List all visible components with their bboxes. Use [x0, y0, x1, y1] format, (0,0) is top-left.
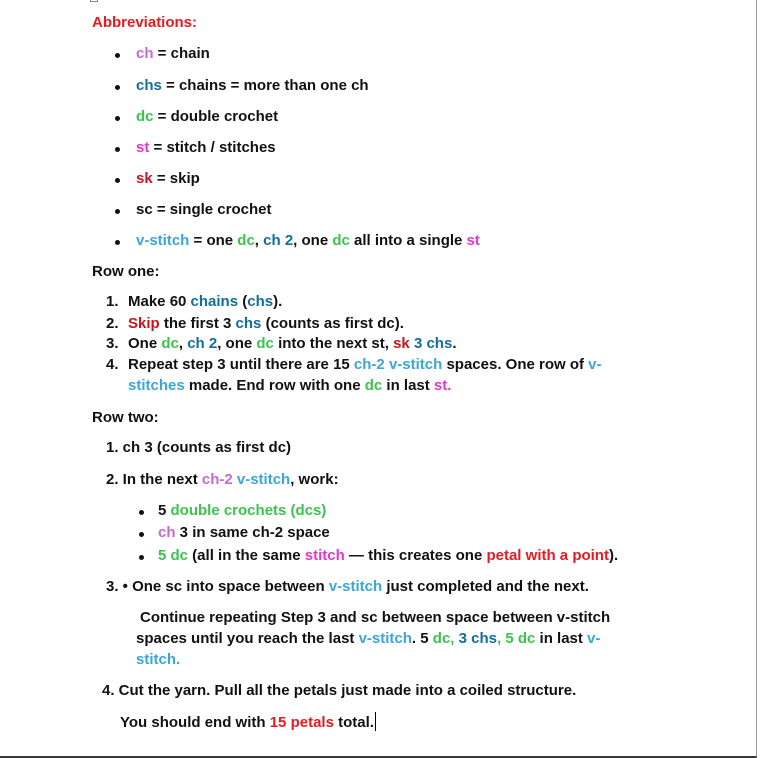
bullet-icon [115, 178, 120, 183]
row-one-step-number: 3. [106, 335, 119, 352]
abbr-item-ch: ch = chain [136, 45, 210, 62]
row-two-step-3: 3. • One sc into space between v-stitch just completed and the next. [106, 578, 589, 595]
final-note[interactable]: You should end with 15 petals total. [120, 714, 374, 731]
row-two-step-1: 1. ch 3 (counts as first dc) [106, 439, 292, 456]
abbr-item-chs: chs = chains = more than one ch [136, 77, 369, 94]
row-one-step-number: 2. [106, 315, 119, 332]
bullet-icon [115, 147, 120, 152]
abbr-item-sc: sc = single crochet [136, 201, 272, 218]
row-two-continue-line-1: Continue repeating Step 3 and sc between space between v-stitch [140, 609, 611, 626]
row-one-step-4: Repeat step 3 until there are 15 ch-2 v-stitch spaces. One row of v- [128, 356, 602, 373]
row-two-sub-3: 5 dc (all in the same stitch — this creates one petal with a point). [158, 547, 619, 564]
bullet-icon [139, 555, 144, 560]
row-two-step-2: 2. In the next ch-2 v-stitch, work: [106, 471, 339, 488]
row-one-step-2: Skip the first 3 chs (counts as first dc). [128, 315, 404, 332]
bullet-icon [115, 85, 120, 90]
row-one-heading: Row one: [92, 263, 160, 280]
row-one-step-1: Make 60 chains (chs). [128, 293, 283, 310]
bullet-icon [115, 116, 120, 121]
abbr-item-vstitch: v-stitch = one dc, ch 2, one dc all into a single st [136, 232, 480, 249]
text-cursor [375, 712, 376, 731]
row-one-step-number: 4. [106, 356, 119, 373]
abbr-item-sk: sk = skip [136, 170, 200, 187]
bullet-icon [115, 240, 120, 245]
row-two-sub-1: 5 double crochets (dcs) [158, 502, 327, 519]
abbr-item-st: st = stitch / stitches [136, 139, 276, 156]
row-one-step-3: One dc, ch 2, one dc into the next st, sk 3 chs. [128, 335, 457, 352]
row-two-continue-line-3: stitch. [136, 651, 181, 668]
bullet-icon [139, 510, 144, 515]
bullet-icon [115, 209, 120, 214]
bullet-icon [139, 532, 144, 537]
row-one-step-4-cont: stitches made. End row with one dc in last st. [128, 377, 452, 394]
abbreviations-heading: Abbreviations: [92, 14, 198, 31]
row-two-continue-line-2: spaces until you reach the last v-stitch. 5 dc, 3 chs, 5 dc in last v- [136, 630, 601, 647]
page-corner-mark [90, 0, 98, 2]
row-one-step-number: 1. [106, 293, 119, 310]
row-two-heading: Row two: [92, 409, 159, 426]
row-two-sub-2: ch 3 in same ch-2 space [158, 524, 330, 541]
bullet-icon [115, 53, 120, 58]
abbr-item-dc: dc = double crochet [136, 108, 279, 125]
row-two-step-4: 4. Cut the yarn. Pull all the petals just made into a coiled structure. [102, 682, 577, 699]
